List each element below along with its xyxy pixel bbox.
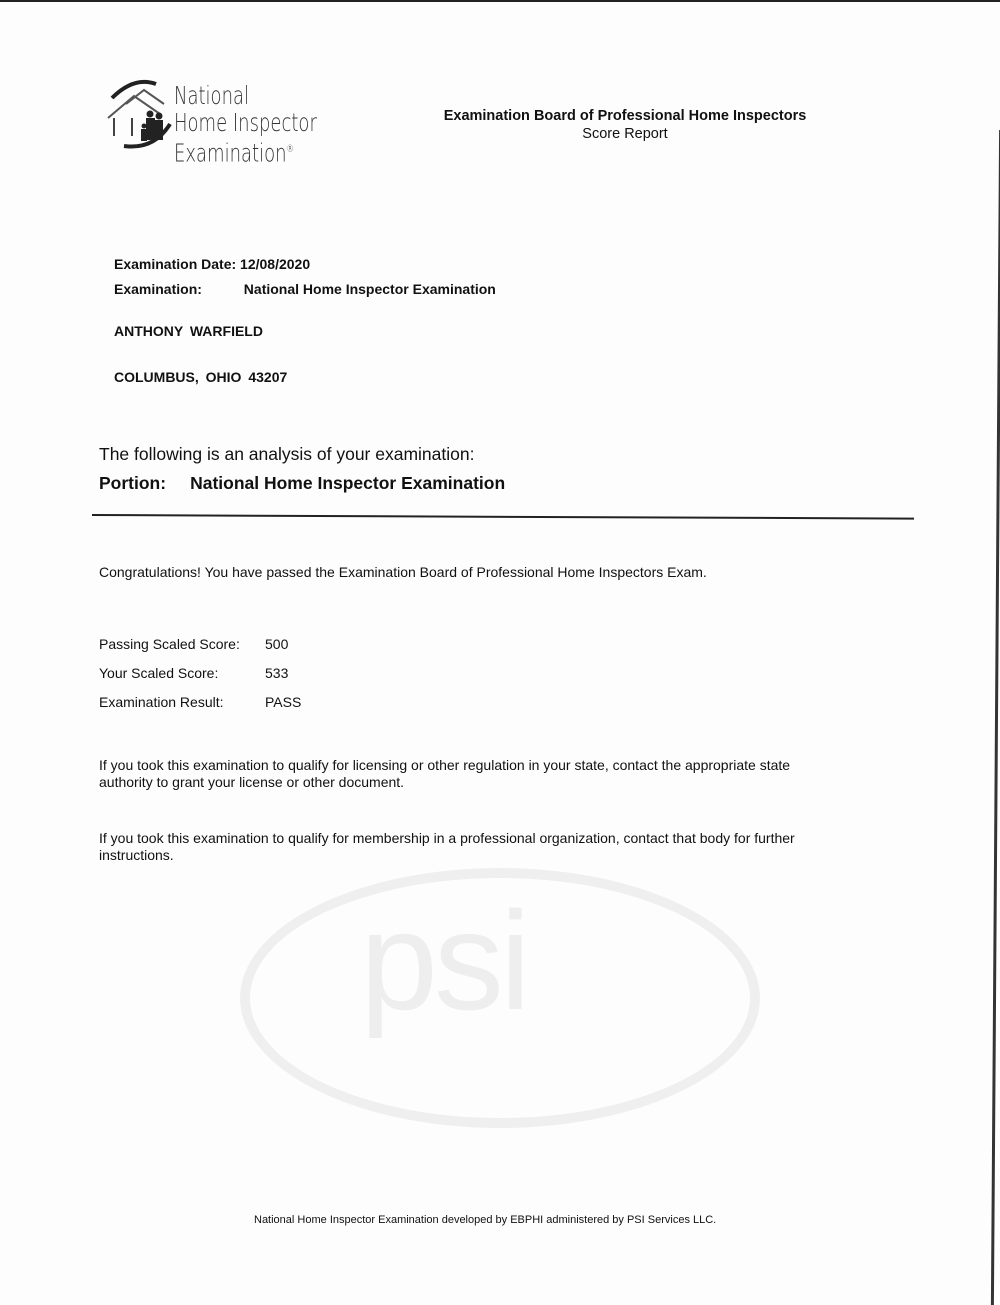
candidate-location: COLUMBUS, OHIO 43207	[114, 369, 288, 385]
portion-value: National Home Inspector Examination	[190, 473, 506, 493]
exam-date-row	[114, 256, 496, 281]
exam-name-label: Examination:	[114, 281, 202, 297]
exam-name-row	[114, 281, 496, 306]
score-value: 533	[265, 665, 289, 681]
score-label: Passing Scaled Score:	[99, 636, 240, 652]
score-row	[99, 694, 301, 723]
candidate-name: ANTHONY WARFIELD	[114, 323, 263, 339]
report-header	[430, 108, 820, 142]
psi-watermark-text: psi	[360, 882, 527, 1039]
nhie-logo	[104, 78, 334, 168]
registered-mark: ®	[286, 144, 294, 155]
logo-line-1: National	[174, 81, 250, 110]
exam-name-value: National Home Inspector Examination	[243, 281, 496, 297]
analysis-intro: The following is an analysis of your examination:	[99, 444, 475, 464]
licensing-instructions: If you took this examination to qualify for licensing or other regulation in your state, contact the appropriate state authority to grant your license or other document.	[99, 757, 791, 790]
page-edge-top	[0, 0, 1000, 2]
report-org-title: Examination Board of Professional Home Inspectors	[443, 108, 807, 124]
exam-result-value: PASS	[265, 694, 302, 710]
section-divider	[92, 514, 914, 520]
page-edge-right	[991, 130, 1000, 1305]
logo-line-2: Home Inspector	[174, 108, 317, 137]
score-label: Examination Result:	[99, 694, 224, 710]
exam-info	[114, 256, 496, 306]
score-table	[99, 636, 301, 723]
logo-line-3: Examination	[174, 138, 287, 168]
score-value: 500	[265, 636, 289, 652]
membership-instructions: If you took this examination to qualify for membership in a professional organization, contact that body for further instructions.	[99, 830, 795, 863]
portion-label: Portion:	[99, 473, 167, 493]
logo-wordmark	[174, 82, 317, 166]
report-subtitle: Score Report	[582, 126, 668, 142]
exam-date-label: Examination Date:	[114, 256, 237, 272]
score-row	[99, 636, 301, 665]
portion-row	[99, 473, 505, 494]
score-label: Your Scaled Score:	[99, 665, 219, 681]
score-row	[99, 665, 301, 694]
result-message: Congratulations! You have passed the Examination Board of Professional Home Inspectors Exam.	[99, 564, 707, 580]
house-family-icon	[104, 78, 174, 168]
exam-date-value: 12/08/2020	[240, 256, 311, 272]
footer-note: National Home Inspector Examination developed by EBPHI administered by PSI Services LLC.	[254, 1214, 717, 1226]
